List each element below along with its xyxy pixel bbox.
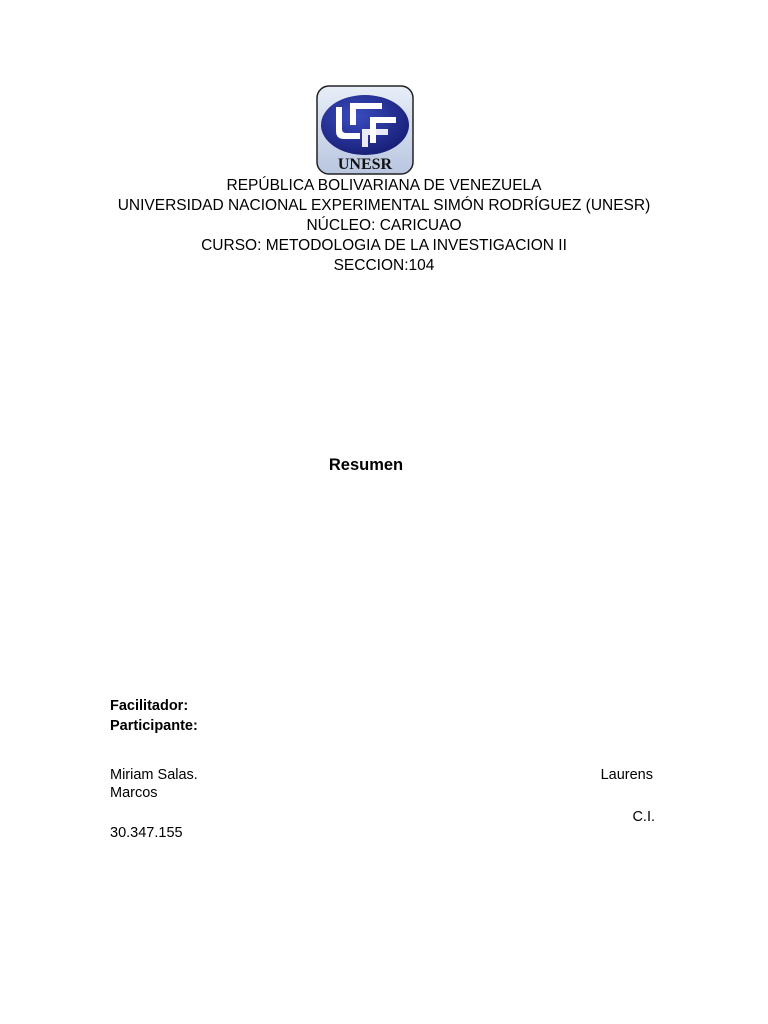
facilitator-label: Facilitador:	[110, 698, 189, 714]
institution-header	[0, 176, 768, 276]
participant-first-name: Laurens	[600, 767, 653, 783]
header-line-nucleus: NÚCLEO: CARICUAO	[306, 217, 462, 234]
participant-label: Participante:	[110, 718, 198, 734]
header-line-university: UNIVERSIDAD NACIONAL EXPERIMENTAL SIMÓN RODRÍGUEZ (UNESR)	[117, 197, 651, 214]
ci-label: C.I.	[632, 809, 655, 825]
logo-text: UNESR	[337, 156, 393, 173]
header-line-course: CURSO: METODOLOGIA DE LA INVESTIGACION II	[201, 237, 567, 254]
document-title: Resumen	[328, 456, 404, 474]
header-line-section: SECCION:104	[333, 257, 435, 274]
header-line-country: REPÚBLICA BOLIVARIANA DE VENEZUELA	[226, 177, 542, 194]
participant-last-name: Marcos	[110, 785, 158, 801]
ci-number: 30.347.155	[110, 825, 183, 841]
facilitator-name: Miriam Salas.	[110, 767, 198, 783]
unesr-logo-graphic	[316, 85, 414, 175]
unesr-logo	[316, 85, 414, 175]
